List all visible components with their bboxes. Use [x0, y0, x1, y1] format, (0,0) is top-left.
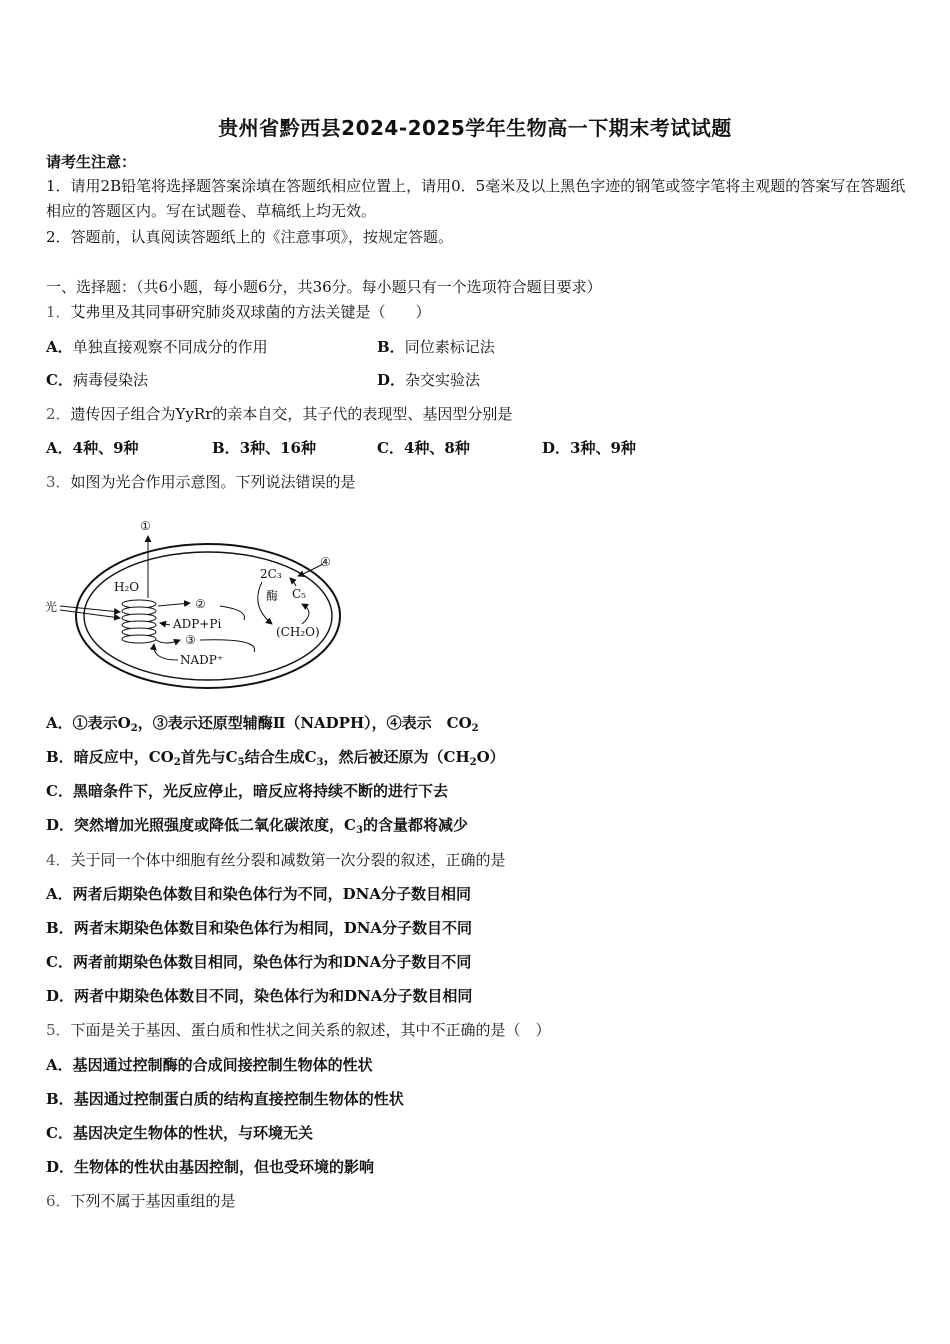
option-label: D．: [46, 1158, 75, 1176]
option-text: 单独直接观察不同成分的作用: [72, 338, 268, 356]
option-text: 首先与C: [180, 748, 238, 766]
option-2b: [212, 438, 316, 458]
question-1: [46, 302, 431, 322]
option-4d: [46, 986, 472, 1006]
option-label: D．: [46, 987, 75, 1005]
subscript: 3: [355, 825, 363, 836]
option-text: 同位素标记法: [404, 338, 495, 356]
option-2d: [542, 438, 636, 458]
option-text: 病毒侵染法: [72, 371, 148, 389]
option-label: A．: [46, 1056, 73, 1074]
c5-label: C₅: [292, 587, 306, 601]
option-1d: [377, 370, 480, 390]
option-label: B．: [46, 748, 74, 766]
question-number: 5．: [46, 1021, 71, 1039]
option-label: A．: [46, 338, 73, 356]
option-text: 两者后期染色体数目和染色体行为不同，DNA分子数目相同: [72, 885, 472, 903]
option-text: 3种、9种: [570, 439, 636, 457]
option-1b: [377, 337, 495, 357]
notice-heading: 请考生注意：: [46, 153, 137, 171]
option-label: B．: [212, 439, 240, 457]
label-1: ①: [140, 519, 151, 533]
label-3: ③: [185, 633, 196, 647]
light-label: 光: [45, 600, 58, 614]
option-5b: [46, 1089, 404, 1109]
question-6: [46, 1191, 236, 1211]
question-number: 1．: [46, 303, 71, 321]
subscript: 2: [130, 723, 138, 734]
atp-arrow: [158, 603, 190, 606]
option-5d: [46, 1157, 374, 1177]
option-text: 3种、16种: [239, 439, 316, 457]
option-text: 突然增加光照强度或降低二氧化碳浓度，C: [74, 816, 356, 834]
option-text: 4种、8种: [403, 439, 470, 457]
question-stem: 艾弗里及其同事研究肺炎双球菌的方法关键是（ ）: [70, 303, 431, 321]
option-label: C．: [46, 953, 73, 971]
option-2a: [46, 438, 139, 458]
option-text: ，然后被还原为（CH: [323, 748, 470, 766]
option-label: B．: [377, 338, 405, 356]
section-heading: 一、选择题：（共6小题，每小题6分，共36分。每小题只有一个选项符合题目要求）: [46, 278, 602, 296]
nadp-arrow: [154, 644, 178, 660]
nadp-label: NADP⁺: [180, 653, 224, 667]
ch2o-label: (CH₂O): [276, 625, 320, 639]
question-5: [46, 1020, 551, 1040]
option-label: B．: [46, 1090, 74, 1108]
nadph-cycle-curve: [200, 640, 255, 652]
question-3: [46, 472, 356, 492]
option-1a: [46, 337, 268, 357]
adp-arrow: [160, 623, 170, 625]
option-3d: [46, 815, 468, 835]
subscript: 2: [469, 757, 477, 768]
notice-item-2: 2．答题前，认真阅读答题纸上的《注意事项》，按规定答题。: [46, 228, 454, 246]
option-2c: [377, 438, 470, 458]
notice-item-1: 1．请用2B铅笔将选择题答案涂填在答题纸相应位置上，请用0．5毫米及以上黑色字迹的钢笔或签字笔将主观题的答案写在答题纸相应的答题区内。写在试题卷、草稿纸上均无效。: [46, 177, 906, 220]
question-number: 4．: [46, 851, 71, 869]
option-label: A．: [46, 885, 73, 903]
question-stem: 如图为光合作用示意图。下列说法错误的是: [70, 473, 356, 491]
adp-label: ADP+Pi: [173, 617, 222, 631]
option-label: A．: [46, 439, 73, 457]
option-text: ①表示O: [72, 714, 131, 732]
option-text: 两者中期染色体数目不同，染色体行为和DNA分子数目相同: [74, 987, 473, 1005]
option-text: 4种、9种: [72, 439, 139, 457]
subscript: 2: [173, 757, 181, 768]
subscript: 5: [237, 757, 245, 768]
option-text: 基因通过控制酶的合成间接控制生物体的性状: [72, 1056, 373, 1074]
photosynthesis-diagram: [40, 512, 360, 698]
calvin-arrow-top: [290, 578, 296, 586]
option-text: 生物体的性状由基因控制，但也受环境的影响: [74, 1158, 375, 1176]
question-number: 3．: [46, 473, 71, 491]
option-4a: [46, 884, 471, 904]
nadph-arrow: [156, 640, 180, 643]
option-3b: [46, 747, 505, 767]
option-3c: [46, 781, 448, 801]
label-2: ②: [195, 597, 206, 611]
h2o-label: H₂O: [114, 580, 140, 594]
option-label: A．: [46, 714, 73, 732]
question-2: [46, 404, 512, 424]
page-title: 贵州省黔西县2024-2025学年生物高一下期末考试试题: [218, 116, 732, 140]
option-label: D．: [542, 439, 571, 457]
enzyme-label: 酶: [266, 589, 279, 603]
label-4: ④: [320, 555, 331, 569]
option-1c: [46, 370, 148, 390]
option-label: B．: [46, 919, 74, 937]
question-stem: 关于同一个体中细胞有丝分裂和减数第一次分裂的叙述，正确的是: [70, 851, 506, 869]
option-4c: [46, 952, 471, 972]
option-text: 两者末期染色体数目和染色体行为相同，DNA分子数目不同: [73, 919, 473, 937]
question-number: 2．: [46, 405, 71, 423]
option-text: 基因决定生物体的性状，与环境无关: [72, 1124, 313, 1142]
atp-cycle-curve: [220, 606, 245, 620]
option-text: 暗反应中，CO: [73, 748, 174, 766]
grana-stack: [122, 600, 156, 643]
option-label: C．: [46, 1124, 73, 1142]
option-text: 结合生成C: [244, 748, 317, 766]
option-text: 的含量都将减少: [362, 816, 468, 834]
calvin-arrow-right: [302, 604, 309, 624]
option-text: O）: [476, 748, 505, 766]
question-stem: 遗传因子组合为YyRr的亲本自交，其子代的表现型、基因型分别是: [70, 405, 513, 423]
option-5c: [46, 1123, 313, 1143]
option-text: 黑暗条件下，光反应停止，暗反应将持续不断的进行下去: [72, 782, 448, 800]
option-label: C．: [377, 439, 404, 457]
subscript: 2: [471, 723, 479, 734]
option-4b: [46, 918, 472, 938]
option-3a: [46, 713, 479, 733]
question-stem: 下面是关于基因、蛋白质和性状之间关系的叙述，其中不正确的是（ ）: [70, 1021, 551, 1039]
subscript: 3: [316, 757, 324, 768]
option-text: 杂交实验法: [405, 371, 481, 389]
option-5a: [46, 1055, 373, 1075]
option-label: C．: [46, 371, 73, 389]
c3-label: 2C₃: [260, 567, 282, 581]
question-4: [46, 850, 506, 870]
question-number: 6．: [46, 1192, 71, 1210]
option-text: ，③表示还原型辅酶Ⅱ（NADPH），④表示 CO: [137, 714, 472, 732]
option-text: 两者前期染色体数目相同，染色体行为和DNA分子数目不同: [72, 953, 472, 971]
option-text: 基因通过控制蛋白质的结构直接控制生物体的性状: [73, 1090, 404, 1108]
question-stem: 下列不属于基因重组的是: [70, 1192, 236, 1210]
option-label: D．: [46, 816, 75, 834]
option-label: D．: [377, 371, 406, 389]
option-label: C．: [46, 782, 73, 800]
